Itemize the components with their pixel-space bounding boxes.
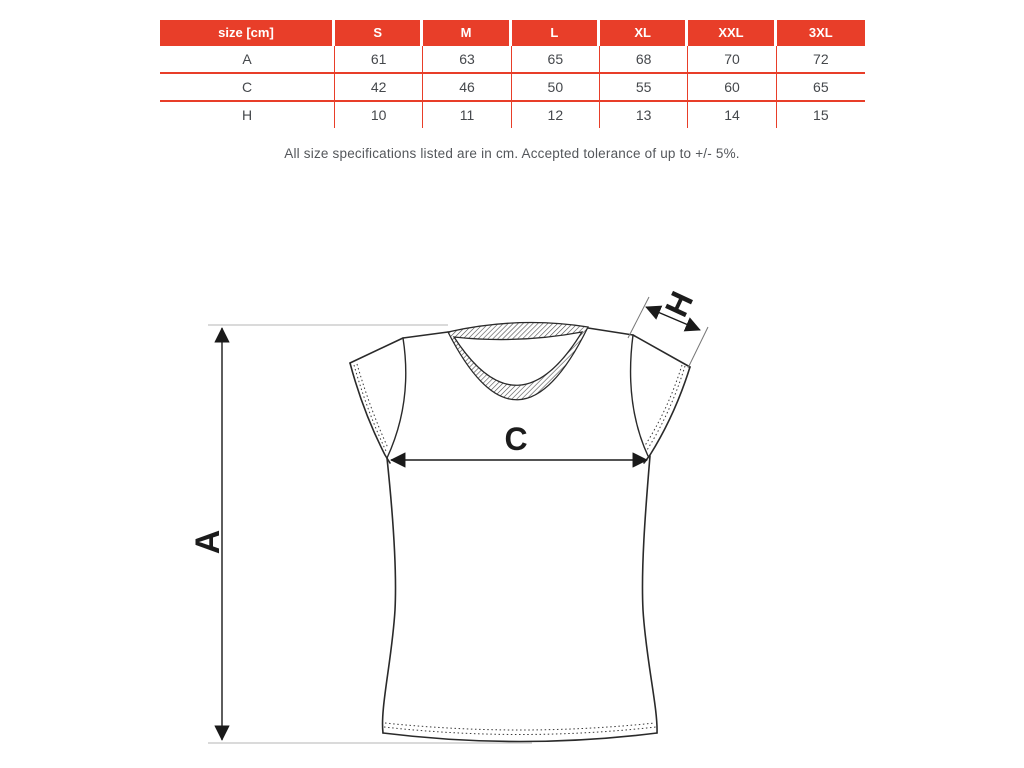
dimension-a-extension-lines: [208, 325, 532, 743]
value-c-l: 50: [512, 74, 600, 100]
dimension-h-arrow: [628, 286, 708, 368]
row-label-h: H: [160, 102, 335, 128]
header-size-s: S: [335, 20, 423, 46]
value-a-l: 65: [512, 46, 600, 72]
value-a-xxl: 70: [688, 46, 776, 72]
value-a-s: 61: [335, 46, 423, 72]
table-row-a: [160, 46, 865, 72]
value-c-m: 46: [423, 74, 511, 100]
value-a-m: 63: [423, 46, 511, 72]
value-a-xl: 68: [600, 46, 688, 72]
value-h-xxl: 14: [688, 102, 776, 128]
value-h-s: 10: [335, 102, 423, 128]
tolerance-caption: All size specifications listed are in cm. Accepted tolerance of up to +/- 5%.: [284, 146, 740, 161]
value-h-xl: 13: [600, 102, 688, 128]
value-h-m: 11: [423, 102, 511, 128]
value-c-xl: 55: [600, 74, 688, 100]
table-row-c: [160, 72, 865, 100]
dimension-c-label: C: [504, 421, 528, 457]
header-size-xl: XL: [600, 20, 688, 46]
value-c-xxl: 60: [688, 74, 776, 100]
value-a-3xl: 72: [813, 51, 829, 67]
header-size-cm: size [cm]: [160, 20, 335, 46]
header-size-3xl: 3XL: [777, 20, 865, 46]
header-size-l: L: [512, 20, 600, 46]
dimension-a-arrow: [189, 328, 227, 740]
header-size-xxl: XXL: [688, 20, 776, 46]
dimension-h-label: H: [657, 285, 701, 323]
row-label-a: A: [160, 46, 335, 72]
dimension-c-arrow: [391, 421, 647, 460]
header-size-m: M: [423, 20, 511, 46]
tshirt-size-diagram: [180, 280, 740, 760]
dimension-a-label: A: [189, 529, 227, 555]
table-row-h: [160, 100, 865, 128]
size-table-header-row: [160, 20, 865, 46]
value-c-s: 42: [335, 74, 423, 100]
collar-ribbed-band: [448, 323, 588, 400]
row-label-c: C: [160, 74, 335, 100]
value-c-3xl: 65: [813, 79, 829, 95]
value-h-l: 12: [512, 102, 600, 128]
size-table: [160, 20, 865, 128]
value-h-3xl: 15: [813, 107, 829, 123]
